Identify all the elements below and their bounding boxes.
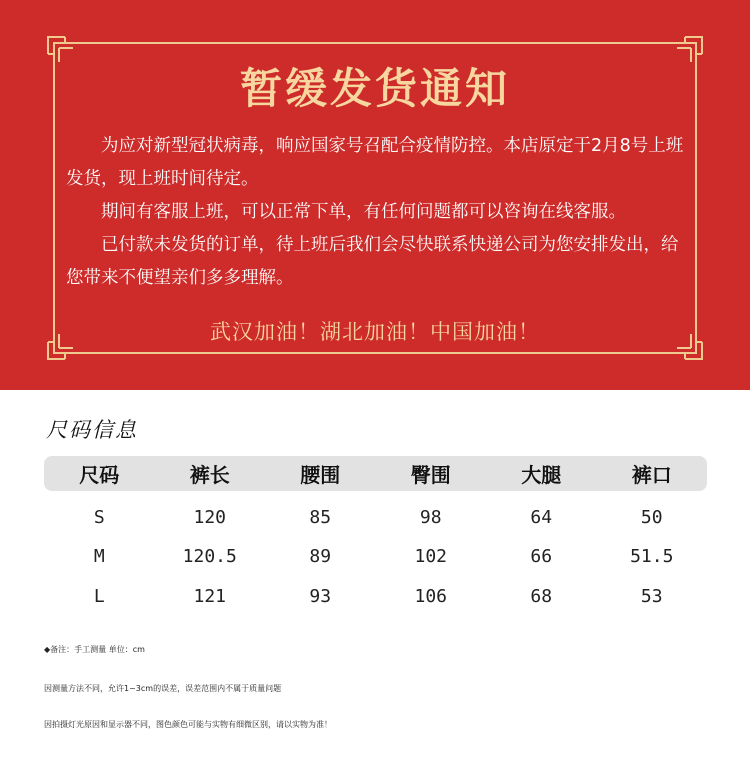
table-cell: 93 — [309, 585, 332, 607]
table-cell: 120.5 — [182, 545, 237, 567]
color-note: 因拍摄灯光原因和显示器不同，图色颜色可能与实物有细微区别，请以实物为准！ — [44, 720, 332, 729]
header-cell: 腰围 — [300, 463, 341, 487]
frame-line-bottom — [73, 352, 677, 354]
header-cell: 裤长 — [189, 463, 230, 487]
table-cell: 66 — [530, 545, 553, 567]
table-cell: 102 — [414, 545, 447, 567]
notice-title: 暂缓发货通知 — [239, 64, 510, 113]
notice-paragraph: 为应对新型冠状病毒，响应国家号召配合疫情防控。本店原定于2月8号上班发货，现上班时间待定。 — [66, 136, 684, 189]
table-cell: M — [93, 545, 105, 567]
header-cell: 尺码 — [79, 463, 120, 487]
table-cell: 106 — [414, 585, 447, 607]
table-cell: 98 — [419, 506, 442, 528]
table-cell: 68 — [530, 585, 553, 607]
notice-body — [66, 130, 692, 295]
table-cell: 50 — [640, 506, 663, 528]
table-cell: 64 — [530, 506, 553, 528]
table-cell: 121 — [193, 585, 226, 607]
header-cell: 臀围 — [410, 463, 451, 487]
notice-paragraph: 期间有客服上班，可以正常下单，有任何问题都可以咨询在线客服。 — [101, 202, 626, 222]
notice-paragraph: 已付款未发货的订单，待上班后我们会尽快联系快递公司为您安排发出，给您带来不便望亲们多多理解。 — [66, 235, 679, 288]
table-cell: 120 — [193, 506, 226, 528]
table-row — [44, 581, 707, 611]
measurement-note: ◆备注：手工测量 单位：cm — [44, 645, 145, 654]
table-cell: L — [93, 585, 105, 607]
table-cell: 51.5 — [630, 545, 674, 567]
table-cell: 53 — [640, 585, 663, 607]
size-info-title: 尺码信息 — [46, 418, 138, 442]
table-cell: 89 — [309, 545, 332, 567]
table-cell: S — [93, 506, 105, 528]
size-table-header — [44, 456, 707, 491]
header-cell: 裤口 — [631, 463, 672, 487]
table-row — [44, 541, 707, 571]
header-cell: 大腿 — [521, 463, 562, 487]
frame-line-top — [73, 42, 677, 44]
notice-slogan: 武汉加油！湖北加油！中国加油！ — [210, 320, 540, 344]
table-row — [44, 502, 707, 532]
table-cell: 85 — [309, 506, 332, 528]
tolerance-note: 因测量方法不同，允许1~3cm的误差，误差范围内不属于质量问题 — [44, 684, 282, 693]
